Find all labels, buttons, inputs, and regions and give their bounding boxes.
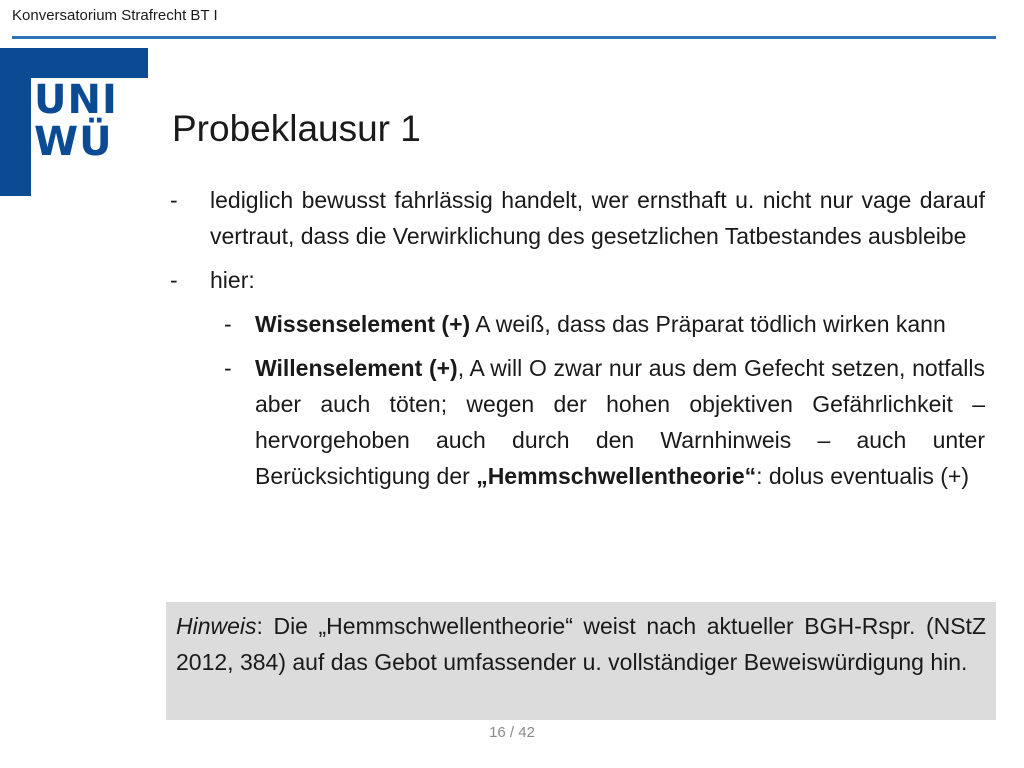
bullet-bold-term: Wissenselement (+) (255, 311, 471, 337)
bullet-dash: - (170, 267, 178, 293)
bullet-dash: - (224, 311, 232, 337)
slide-content (170, 182, 985, 502)
note-label: Hinweis (176, 613, 257, 639)
note-text: : Die „Hemmschwellentheorie“ weist nach aktueller BGH-Rspr. (NStZ 2012, 384) auf das Gebot umfassender u. vollständiger Beweiswürdigung hin. (176, 613, 986, 675)
logo-line-2: WÜ (34, 119, 113, 165)
bullet-dash: - (170, 187, 178, 213)
sub-bullet-item (210, 306, 985, 342)
sub-bullet-item (210, 350, 985, 494)
note-box (166, 602, 996, 720)
bullet-item (170, 262, 985, 298)
slide-title: Probeklausur 1 (172, 108, 421, 149)
page-number: 16 / 42 (489, 724, 535, 741)
bullet-dash: - (224, 355, 232, 381)
logo-line-1: UNI (34, 77, 118, 123)
bullet-text: A weiß, dass das Präparat tödlich wirken kann (470, 311, 946, 337)
bullet-text: lediglich bewusst fahrlässig handelt, wer ernsthaft u. nicht nur vage darauf vertraut, dass die Verwirklichung des gesetzlichen Tatbestandes ausbleibe (210, 187, 985, 249)
bullet-bold-term: „Hemmschwellentheorie“ (476, 463, 757, 489)
university-logo (0, 48, 148, 196)
bullet-bold-term: Willenselement (+) (255, 355, 458, 381)
bullet-text: , A will O zwar nur aus dem Gefecht setzen, notfalls aber auch töten; wegen der hohen objektiven Gefährlichkeit – hervorgehoben auch durch den Warnhinweis – auch unter Berücksichtigung der (255, 355, 985, 489)
bullet-text: hier: (210, 267, 255, 293)
header-divider (12, 36, 996, 39)
bullet-item (170, 182, 985, 254)
bullet-text: : dolus eventualis (+) (756, 463, 969, 489)
course-title: Konversatorium Strafrecht BT I (12, 7, 218, 24)
